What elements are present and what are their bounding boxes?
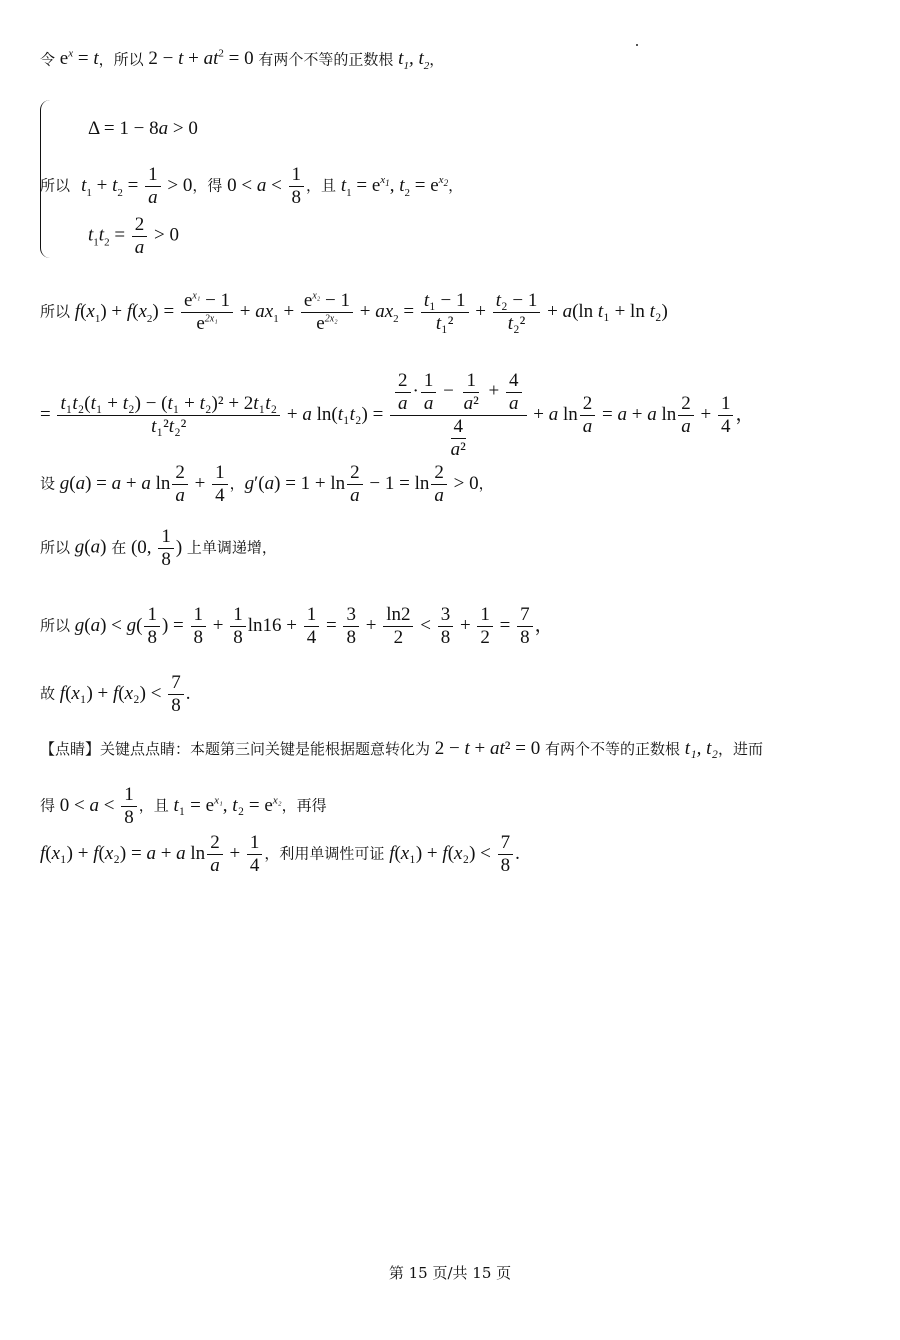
line-comment-3: f(x₁) + f(x₂) = a + a ln $\frac{2}{a}$ + $\frac{1}{4}$ ，利用单调性可证 f(x₁) + f(x₂) < $\frac{7}{8}$ . [40, 832, 520, 876]
system-row-sum: 所以 $t_1 + t_2$ = $\frac{1}{a}$ > 0，得 0 < a < $\frac{1}{8}$ ，且 $t_1 = e^{x_1}$, $t_2 = e^{x_2}$， [40, 164, 464, 208]
line-simplify: = $\frac{\text{t₁t₂(t₁ + t₂) − (t₁ + t₂)² + 2t₁t₂}}{\text{t₁²t₂²}}$ + a ln(t₁t₂) = $\frac{2}{a}$ · $\frac{1}{a}$ − $\frac{1}{\text{a²}}$ + $\frac{4}{a}$ $\frac{4}{\text{a²}}$ + a ln $\frac{2}{a}$ = a + a ln $\frac{2}{a}$ + $\frac{1}{4}$ ， [40, 370, 755, 460]
line-comment: 【点睛】关键点点睛：本题第三问关键是能根据题意转化为 2 − t + at² = 0 有两个不等的正数根 t₁, t₂，进而 [40, 738, 764, 759]
line-monotonic: 所以 g(a) 在 (0, $\frac{1}{8}$ ) 上单调递增， [40, 526, 277, 570]
page-footer: 第 15 页/共 15 页 [388, 1264, 512, 1282]
line-bound: 所以 g(a) < g( $\frac{1}{8}$ ) = $\frac{1}{8}$ + $\frac{1}{8}$ ln16 + $\frac{1}{4}$ = $\frac{3}{8}$ + $\frac{\ln 2}{2}$ < $\frac{3}{8}$ + $\frac{1}{2}$ = $\frac{7}{8}$ ， [40, 604, 554, 648]
line-conclusion: 故 f(x₁) + f(x₂) < $\frac{7}{8}$ . [40, 672, 191, 716]
line-define-g: 设 g(a) = a + a ln $\frac{2}{a}$ + $\frac{1}{4}$ ，g′(a) = 1 + ln $\frac{2}{a}$ − 1 = ln $\frac{2}{a}$ > 0， [40, 462, 494, 506]
system-row-discriminant: Δ = 1 − 8a > 0 [88, 118, 198, 139]
scan-dot [636, 44, 638, 46]
line-comment-2: 得 0 < a < $\frac{1}{8}$ ，且 $t_1 = e^{x_1}$, $t_2 = e^{x_2}$，再得 [40, 784, 327, 828]
system-row-product: $t_1t_2$ = $\frac{2}{a}$ > 0 [88, 214, 179, 258]
line-substitution: 令 $e^x = t$，所以 $2 - t + at^2 = 0$ 有两个不等的正数根 $t_1$, $t_2$， [40, 48, 445, 73]
line-f-sum: 所以 $f(x_1) + f(x_2)$ = $\frac{e^{x_1} - 1}{e^{2x_1}}$ + $ax_1$ + $\frac{e^{x_2} - 1}{e^{2x_2}}$ + $ax_2$ = $\frac{\text{t₁ − 1}}{\text{t₁²}}$ + $\frac{\text{t₂ − 1}}{\text{t₂²}}$ + a(ln t₁ + ln t₂) [40, 290, 668, 334]
